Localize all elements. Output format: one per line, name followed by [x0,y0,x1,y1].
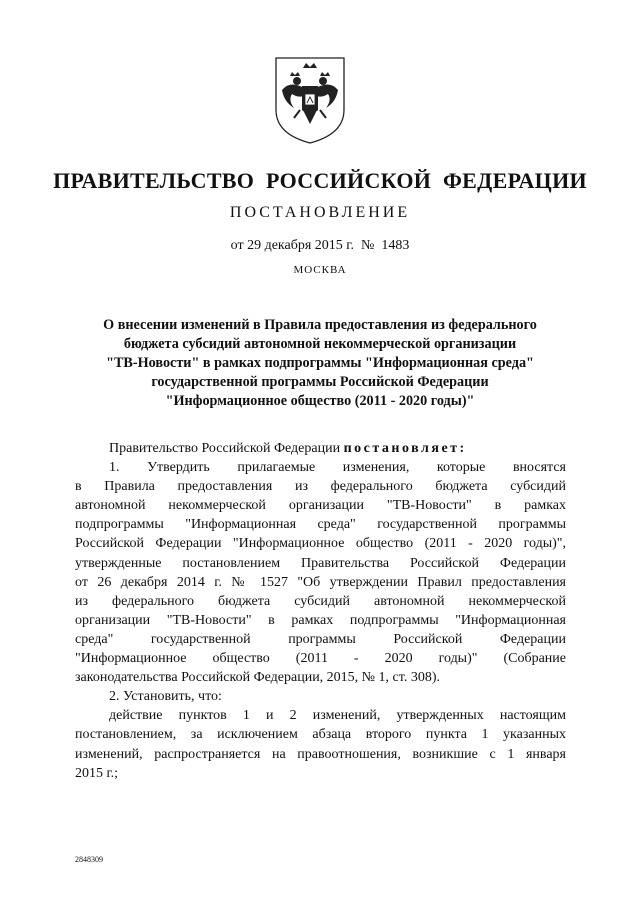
subject-line: "Информационное общество (2011 - 2020 годы)" [165,393,475,409]
body-line: изменений, распространяется на правоотношения, возникшие с 1 января [75,746,566,762]
document-body [75,439,566,783]
subject-line: бюджета субсидий автономной некоммерческой организации [123,336,517,352]
document-date-number: от 29 декабря 2015 г. № 1483 [230,238,410,253]
body-line: законодательства Российской Федерации, 2015, № 1, ст. 308). [75,670,440,686]
body-line: утвержденные постановлением Правительства Российской Федерации [75,555,566,571]
body-line: автономной некоммерческой организации "ТВ-Новости" в рамках [75,498,566,514]
russian-coat-of-arms-icon [270,54,350,146]
body-line: в Правила предоставления из федерального бюджета субсидий [75,479,566,495]
government-title: ПРАВИТЕЛЬСТВО РОССИЙСКОЙ ФЕДЕРАЦИИ [53,168,587,193]
body-line: от 26 декабря 2014 г. № 1527 "Об утверждении Правил предоставления [75,574,566,590]
intro-paragraph [75,439,566,458]
subject-line: государственной программы Российской Федерации [151,374,489,390]
body-line: Российской Федерации "Информационное общество (2011 - 2020 годы)", [75,536,566,552]
subject-line: "ТВ-Новости" в рамках подпрограммы "Информационная среда" [106,355,534,371]
body-line: подпрограммы "Информационная среда" государственной программы [75,517,566,533]
body-line: 2015 г.; [75,765,119,781]
body-line: действие пунктов 1 и 2 изменений, утвержденных настоящим [109,708,566,724]
body-line: 1. Утвердить прилагаемые изменения, которые вносятся [109,460,566,476]
body-line: "Информационное общество (2011 - 2020 годы)" (Собрание [75,651,566,667]
document-type: ПОСТАНОВЛЕНИЕ [229,204,411,221]
footer-document-code: 2848309 [75,855,103,864]
body-line: постановлением, за исключением абзаца второго пункта 1 указанных [75,727,566,743]
body-line: среда" государственной программы Российской Федерации [75,631,566,647]
body-line: 2. Установить, что: [109,689,222,705]
body-line: организации "ТВ-Новости" в рамках подпрограммы "Информационная [75,612,566,628]
body-line: из федерального бюджета субсидий автономной некоммерческой [75,593,566,609]
intro-prefix: Правительство Российской Федерации [109,441,344,456]
intro-verb: постановляет: [343,441,467,456]
document-city: МОСКВА [293,264,347,276]
document-subject [70,316,570,411]
subject-line: О внесении изменений в Правила предоставления из федерального [103,317,537,333]
